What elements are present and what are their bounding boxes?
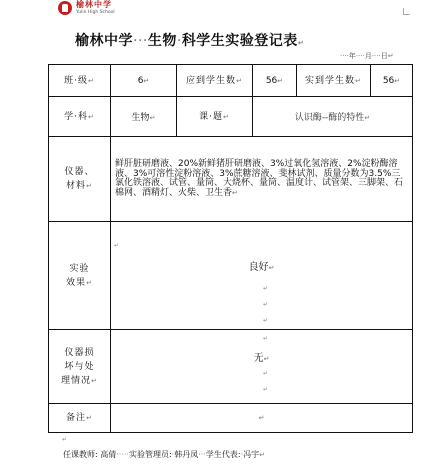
teacher-label: 任课教师:	[63, 450, 98, 459]
effect-cell: ↵ 良好↵ ↵ ↵ ↵	[111, 222, 413, 330]
table-row	[49, 137, 413, 222]
student-rep-label: 学生代表:	[205, 450, 241, 459]
damage-value: 无↵	[253, 353, 270, 364]
title-rest: 科学生实验登记表	[181, 33, 298, 49]
title-school: 榆林中学	[75, 33, 133, 49]
materials-label: 仪器、 材料↵	[49, 137, 111, 222]
school-logo	[58, 1, 115, 16]
date-line: ····年····月····日↵	[340, 52, 394, 60]
date-year-label: 年	[348, 52, 356, 60]
expected-students-value: 56↵	[253, 65, 297, 97]
expected-students-label: 应到学生数↵	[177, 65, 253, 97]
subject-label: 学·科↵	[49, 97, 111, 137]
topic-value: 认识酶--酶的特性↵	[253, 97, 413, 137]
teacher-name: 高倩	[100, 450, 117, 459]
topic-label: 课·题↵	[177, 97, 253, 137]
manager-label: 实验管理员:	[128, 450, 172, 459]
class-value: 6↵	[111, 65, 177, 97]
paragraph-mark: ↵	[62, 436, 68, 443]
damage-label: 仪器损 坏与处 理情况↵	[49, 330, 111, 404]
damage-cell: ↵ 无↵ ↵ ↵	[111, 330, 413, 404]
table-row	[49, 330, 413, 404]
page-corner-mark	[403, 8, 410, 15]
school-emblem-icon	[58, 1, 72, 15]
materials-list: 鲜肝脏研磨液、20%新鲜猪肝研磨液、3%过氧化氢溶液、2%淀粉酶溶液、3%可溶性淀粉溶液、3%蔗糖溶液、斐林试剂、质量分数为3.5%三氯化铁溶液、试管、量筒、大烧杯、量筒、温度计、试管架、三脚架、石棉网、酒精灯、火柴、卫生香↵	[111, 137, 413, 222]
student-rep-name: 冯宇	[243, 450, 260, 459]
experiment-log-table	[48, 64, 413, 433]
remarks-value: ↵	[111, 404, 413, 433]
logo-chinese-name: 榆林中学	[76, 0, 112, 9]
title-subject: 生物	[147, 33, 177, 49]
subject-value: 生物↵	[111, 97, 177, 137]
date-day-label: 日	[380, 52, 388, 60]
effect-label: 实验 效果↵	[49, 222, 111, 330]
effect-value: 良好↵	[248, 262, 275, 273]
class-label: 班·级↵	[49, 65, 111, 97]
signature-line: 任课教师: 高倩·····实验管理员:·韩丹凤···学生代表:·冯宇↵	[63, 450, 265, 459]
table-row	[49, 97, 413, 137]
actual-students-value: 56↵	[371, 65, 413, 97]
manager-name: 韩丹凤	[174, 450, 199, 459]
date-month-label: 月	[364, 52, 372, 60]
table-row	[49, 222, 413, 330]
logo-english-name: Yulin High School	[76, 10, 115, 15]
page-title: 榆林中学···生物·科学生实验登记表↵	[75, 33, 305, 49]
table-row	[49, 65, 413, 97]
remarks-label: 备注↵	[49, 404, 111, 433]
table-row	[49, 404, 413, 433]
actual-students-label: 实到学生数↵	[297, 65, 371, 97]
